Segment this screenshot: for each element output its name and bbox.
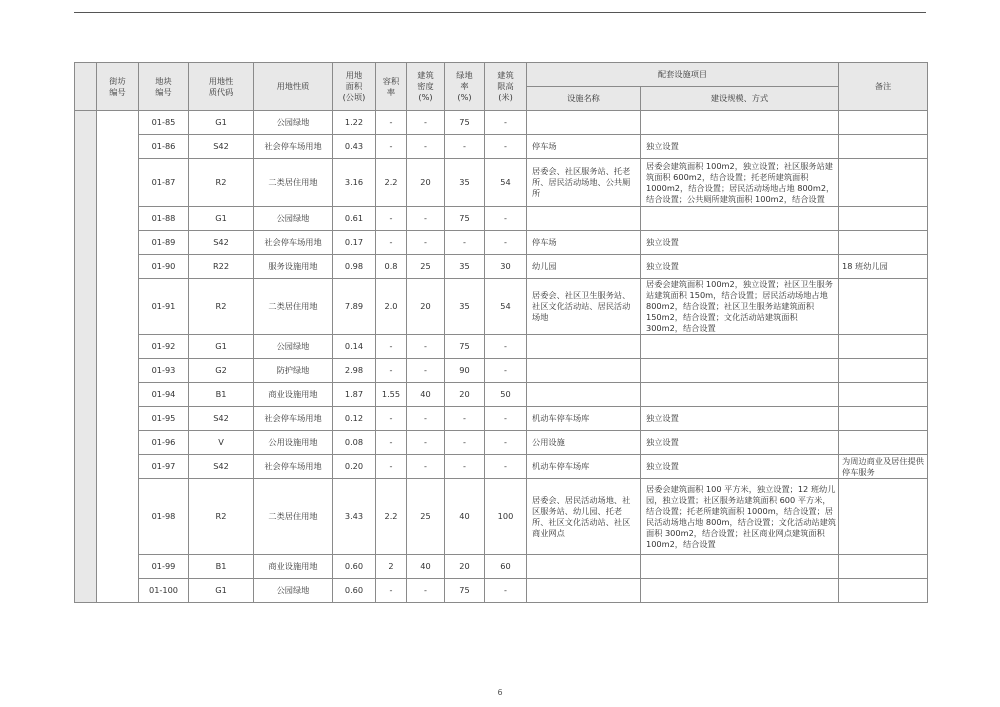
cell-density: - xyxy=(407,335,445,359)
cell-note xyxy=(839,159,928,207)
cell-facility-scale: 独立设置 xyxy=(641,255,839,279)
cell-green-rate: 90 xyxy=(445,359,485,383)
cell-facility-scale xyxy=(641,207,839,231)
cell-facility-scale xyxy=(641,111,839,135)
header-facility-scale: 建设规模、方式 xyxy=(641,87,839,111)
cell-land-use: 服务设施用地 xyxy=(254,255,333,279)
cell-land-use: 公园绿地 xyxy=(254,335,333,359)
header-facility-name: 设施名称 xyxy=(527,87,641,111)
cell-height-limit: 100 xyxy=(485,479,527,555)
cell-height-limit: - xyxy=(485,231,527,255)
cell-green-rate: 75 xyxy=(445,579,485,603)
cell-density: 20 xyxy=(407,159,445,207)
cell-plot-no: 01-85 xyxy=(139,111,189,135)
cell-land-code: G1 xyxy=(189,207,254,231)
cell-facility-name: 机动车停车场库 xyxy=(527,455,641,479)
cell-land-use: 商业设施用地 xyxy=(254,555,333,579)
header-blank xyxy=(75,63,97,111)
table-row xyxy=(75,407,928,431)
header-plot-no: 地块 编号 xyxy=(139,63,189,111)
cell-far: 2.2 xyxy=(376,479,407,555)
cell-green-rate: - xyxy=(445,455,485,479)
cell-height-limit: - xyxy=(485,455,527,479)
cell-facility-scale: 独立设置 xyxy=(641,455,839,479)
header-density: 建筑 密度 (%) xyxy=(407,63,445,111)
cell-facility-name: 停车场 xyxy=(527,231,641,255)
table-row xyxy=(75,579,928,603)
cell-far: - xyxy=(376,579,407,603)
table-row xyxy=(75,455,928,479)
cell-area: 0.43 xyxy=(333,135,376,159)
cell-height-limit: 60 xyxy=(485,555,527,579)
cell-note xyxy=(839,555,928,579)
cell-note xyxy=(839,231,928,255)
cell-height-limit: - xyxy=(485,207,527,231)
cell-facility-name: 机动车停车场库 xyxy=(527,407,641,431)
cell-land-code: S42 xyxy=(189,407,254,431)
cell-facility-name xyxy=(527,579,641,603)
cell-plot-no: 01-90 xyxy=(139,255,189,279)
cell-density: - xyxy=(407,359,445,383)
cell-area: 0.98 xyxy=(333,255,376,279)
cell-density: - xyxy=(407,135,445,159)
row-blank-cell xyxy=(75,111,97,603)
cell-facility-name xyxy=(527,207,641,231)
cell-land-use: 防护绿地 xyxy=(254,359,333,383)
cell-green-rate: 75 xyxy=(445,111,485,135)
cell-land-code: G1 xyxy=(189,335,254,359)
cell-plot-no: 01-93 xyxy=(139,359,189,383)
cell-green-rate: - xyxy=(445,431,485,455)
cell-far: - xyxy=(376,455,407,479)
cell-facility-scale xyxy=(641,555,839,579)
cell-note xyxy=(839,479,928,555)
cell-land-use: 公园绿地 xyxy=(254,207,333,231)
cell-green-rate: 35 xyxy=(445,255,485,279)
cell-density: 40 xyxy=(407,555,445,579)
cell-note xyxy=(839,579,928,603)
cell-note: 18 班幼儿园 xyxy=(839,255,928,279)
cell-green-rate: - xyxy=(445,135,485,159)
table-row xyxy=(75,159,928,207)
cell-density: 25 xyxy=(407,479,445,555)
header-area: 用地 面积 (公顷) xyxy=(333,63,376,111)
header-facilities: 配套设施项目 xyxy=(527,63,839,87)
cell-green-rate: 20 xyxy=(445,555,485,579)
cell-facility-scale xyxy=(641,383,839,407)
cell-area: 0.14 xyxy=(333,335,376,359)
table-row xyxy=(75,383,928,407)
cell-facility-scale: 独立设置 xyxy=(641,231,839,255)
cell-note xyxy=(839,383,928,407)
cell-land-code: R2 xyxy=(189,159,254,207)
cell-plot-no: 01-98 xyxy=(139,479,189,555)
land-use-table xyxy=(74,62,928,603)
cell-facility-name: 幼儿园 xyxy=(527,255,641,279)
cell-facility-name: 居委会、社区卫生服务站、社区文化活动站、居民活动场地 xyxy=(527,279,641,335)
cell-plot-no: 01-92 xyxy=(139,335,189,359)
cell-facility-name xyxy=(527,111,641,135)
cell-land-use: 公园绿地 xyxy=(254,111,333,135)
table-row xyxy=(75,431,928,455)
cell-facility-scale: 居委会建筑面积 100 平方米，独立设置；12 班幼儿园，独立设置；社区服务站建筑面积 600 平方米，结合设置；托老所建筑面积 1000m，结合设置；居民活动场地占地 800m，结合设置；文化活动站建筑面积 300m2，结合设置；社区商业网点建筑面积 100m2，结合设置 xyxy=(641,479,839,555)
cell-area: 1.87 xyxy=(333,383,376,407)
cell-far: - xyxy=(376,231,407,255)
cell-facility-name xyxy=(527,335,641,359)
page-number: 6 xyxy=(497,688,503,697)
cell-height-limit: - xyxy=(485,431,527,455)
cell-facility-scale xyxy=(641,359,839,383)
cell-note: 为周边商业及居住提供停车服务 xyxy=(839,455,928,479)
cell-facility-scale: 独立设置 xyxy=(641,431,839,455)
cell-land-use: 二类居住用地 xyxy=(254,159,333,207)
cell-height-limit: 54 xyxy=(485,159,527,207)
table-row xyxy=(75,479,928,555)
cell-area: 3.16 xyxy=(333,159,376,207)
cell-facility-name: 停车场 xyxy=(527,135,641,159)
cell-density: 40 xyxy=(407,383,445,407)
cell-far: - xyxy=(376,431,407,455)
header-green-rate: 绿地 率 (%) xyxy=(445,63,485,111)
cell-land-code: S42 xyxy=(189,231,254,255)
table-row xyxy=(75,207,928,231)
table-body xyxy=(75,111,928,603)
cell-facility-name: 居委会、社区服务站、托老所、居民活动场地、公共厕所 xyxy=(527,159,641,207)
cell-facility-name xyxy=(527,555,641,579)
cell-green-rate: 20 xyxy=(445,383,485,407)
cell-height-limit: 50 xyxy=(485,383,527,407)
cell-note xyxy=(839,359,928,383)
cell-note xyxy=(839,335,928,359)
cell-far: 2.0 xyxy=(376,279,407,335)
cell-plot-no: 01-86 xyxy=(139,135,189,159)
table-row xyxy=(75,111,928,135)
cell-plot-no: 01-100 xyxy=(139,579,189,603)
cell-density: - xyxy=(407,111,445,135)
cell-facility-name xyxy=(527,383,641,407)
cell-note xyxy=(839,111,928,135)
cell-far: 2.2 xyxy=(376,159,407,207)
table-row xyxy=(75,255,928,279)
cell-land-use: 二类居住用地 xyxy=(254,279,333,335)
cell-facility-name: 公用设施 xyxy=(527,431,641,455)
header-rule xyxy=(74,12,926,13)
cell-land-use: 公园绿地 xyxy=(254,579,333,603)
table-row xyxy=(75,231,928,255)
cell-land-code: R2 xyxy=(189,279,254,335)
cell-facility-name: 居委会、居民活动场地、社区服务站、幼儿园、托老所、社区文化活动站、社区商业网点 xyxy=(527,479,641,555)
cell-note xyxy=(839,407,928,431)
cell-height-limit: 54 xyxy=(485,279,527,335)
cell-plot-no: 01-87 xyxy=(139,159,189,207)
cell-green-rate: - xyxy=(445,231,485,255)
cell-green-rate: 35 xyxy=(445,159,485,207)
cell-note xyxy=(839,207,928,231)
cell-area: 0.08 xyxy=(333,431,376,455)
cell-land-code: R2 xyxy=(189,479,254,555)
cell-height-limit: 30 xyxy=(485,255,527,279)
cell-land-code: G1 xyxy=(189,579,254,603)
cell-plot-no: 01-88 xyxy=(139,207,189,231)
cell-area: 7.89 xyxy=(333,279,376,335)
cell-far: 2 xyxy=(376,555,407,579)
cell-height-limit: - xyxy=(485,579,527,603)
cell-land-code: S42 xyxy=(189,455,254,479)
cell-land-use: 社会停车场用地 xyxy=(254,231,333,255)
cell-area: 0.12 xyxy=(333,407,376,431)
cell-far: - xyxy=(376,407,407,431)
cell-height-limit: - xyxy=(485,335,527,359)
cell-plot-no: 01-99 xyxy=(139,555,189,579)
cell-facility-scale xyxy=(641,579,839,603)
cell-land-use: 社会停车场用地 xyxy=(254,455,333,479)
cell-land-code: S42 xyxy=(189,135,254,159)
cell-land-use: 公用设施用地 xyxy=(254,431,333,455)
table-row xyxy=(75,135,928,159)
cell-far: - xyxy=(376,335,407,359)
cell-far: 0.8 xyxy=(376,255,407,279)
cell-far: 1.55 xyxy=(376,383,407,407)
table-row xyxy=(75,279,928,335)
cell-plot-no: 01-97 xyxy=(139,455,189,479)
cell-facility-scale xyxy=(641,335,839,359)
header-far: 容积 率 xyxy=(376,63,407,111)
cell-density: 25 xyxy=(407,255,445,279)
header-land-code: 用地性 质代码 xyxy=(189,63,254,111)
cell-green-rate: 40 xyxy=(445,479,485,555)
cell-height-limit: - xyxy=(485,111,527,135)
cell-plot-no: 01-94 xyxy=(139,383,189,407)
cell-area: 3.43 xyxy=(333,479,376,555)
cell-height-limit: - xyxy=(485,359,527,383)
cell-note xyxy=(839,135,928,159)
cell-facility-scale: 居委会建筑面积 100m2，独立设置；社区服务站建筑面积 600m2，结合设置；托老所建筑面积 1000m2，结合设置；居民活动场地占地 800m2，结合设置；公共厕所建筑面积 100m2，结合设置 xyxy=(641,159,839,207)
cell-land-code: B1 xyxy=(189,383,254,407)
header-note: 备注 xyxy=(839,63,928,111)
cell-land-code: G2 xyxy=(189,359,254,383)
cell-far: - xyxy=(376,207,407,231)
cell-area: 1.22 xyxy=(333,111,376,135)
cell-far: - xyxy=(376,111,407,135)
cell-far: - xyxy=(376,135,407,159)
cell-density: - xyxy=(407,455,445,479)
cell-land-code: R22 xyxy=(189,255,254,279)
cell-plot-no: 01-91 xyxy=(139,279,189,335)
cell-area: 0.60 xyxy=(333,555,376,579)
cell-land-use: 二类居住用地 xyxy=(254,479,333,555)
cell-density: - xyxy=(407,407,445,431)
cell-area: 2.98 xyxy=(333,359,376,383)
cell-density: - xyxy=(407,231,445,255)
cell-height-limit: - xyxy=(485,407,527,431)
cell-plot-no: 01-89 xyxy=(139,231,189,255)
cell-facility-scale: 独立设置 xyxy=(641,407,839,431)
header-height-limit: 建筑 限高 (米) xyxy=(485,63,527,111)
cell-note xyxy=(839,279,928,335)
cell-density: 20 xyxy=(407,279,445,335)
cell-density: - xyxy=(407,579,445,603)
header-land-use: 用地性质 xyxy=(254,63,333,111)
cell-far: - xyxy=(376,359,407,383)
cell-land-use: 商业设施用地 xyxy=(254,383,333,407)
table-row xyxy=(75,335,928,359)
cell-facility-name xyxy=(527,359,641,383)
cell-area: 0.20 xyxy=(333,455,376,479)
cell-land-use: 社会停车场用地 xyxy=(254,407,333,431)
cell-plot-no: 01-96 xyxy=(139,431,189,455)
cell-area: 0.61 xyxy=(333,207,376,231)
cell-density: - xyxy=(407,431,445,455)
cell-density: - xyxy=(407,207,445,231)
cell-green-rate: 35 xyxy=(445,279,485,335)
cell-land-code: G1 xyxy=(189,111,254,135)
cell-green-rate: 75 xyxy=(445,335,485,359)
table-row xyxy=(75,359,928,383)
cell-height-limit: - xyxy=(485,135,527,159)
cell-plot-no: 01-95 xyxy=(139,407,189,431)
cell-facility-scale: 居委会建筑面积 100m2，独立设置；社区卫生服务站建筑面积 150m，结合设置；居民活动场地占地 800m2，结合设置；社区卫生服务站建筑面积 150m2，结合设置；文化活动站建筑面积 300m2，结合设置 xyxy=(641,279,839,335)
table-row xyxy=(75,555,928,579)
cell-land-code: V xyxy=(189,431,254,455)
cell-area: 0.60 xyxy=(333,579,376,603)
cell-green-rate: - xyxy=(445,407,485,431)
header-street-no: 街坊 编号 xyxy=(97,63,139,111)
cell-land-use: 社会停车场用地 xyxy=(254,135,333,159)
cell-green-rate: 75 xyxy=(445,207,485,231)
cell-area: 0.17 xyxy=(333,231,376,255)
cell-land-code: B1 xyxy=(189,555,254,579)
cell-note xyxy=(839,431,928,455)
cell-facility-scale: 独立设置 xyxy=(641,135,839,159)
street-no-cell xyxy=(97,111,139,603)
